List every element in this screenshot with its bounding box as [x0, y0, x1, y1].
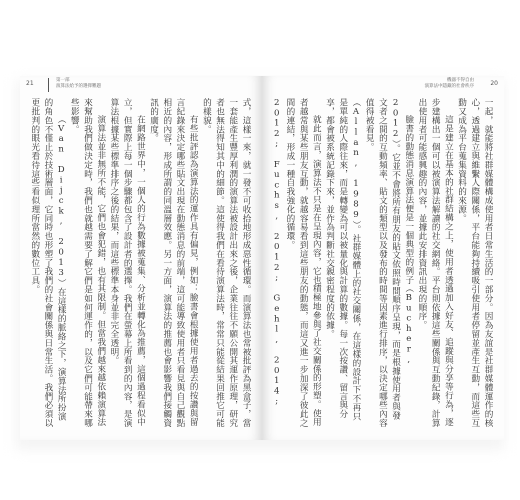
right-paragraph-1: 一起，就能將社群媒體構成使用者日常生活的一部分。因為友誼是社群媒體運作的核心，透過建立與維繫人際關係，平台能夠持續吸引使用者停留並產生互動，而這些互動又成為平台蒐集資料的來源。	[456, 98, 493, 428]
left-running-head	[56, 78, 101, 90]
right-paragraph-2: 這是建立在基本的社群結構之上，使用者透過加入好友、追蹤與分享等行為，逐步建構出一個可以被演算法解讀的社交網絡。平台則依據這些關係與互動紀錄，計算出使用者可能感興趣的內容，並據此安排資訊出現的順序。	[416, 98, 454, 428]
left-page-body	[30, 98, 252, 428]
left-paragraph-4: 演算法並非無所不能，它們也會犯錯，也有其限制。但當我們越來越依賴演算法來幫助我們做決定時，我們也就越需要了解它們是如何運作的，以及它們可能帶來哪些影響。	[69, 98, 106, 428]
right-page-number: 20	[490, 80, 498, 87]
right-paragraph-4: （Allan, 1989）。社群媒體上的社交關係，在這樣的設計下不再只是單純的人際往來，而是轉變為可以被量化與計算的數據。每一次按讚、留言與分享，都會被系統記錄下來，並作為判斷社交親密程度的依據。	[324, 98, 361, 421]
header-divider	[48, 78, 49, 92]
left-running-head-line-1: 第一部	[56, 78, 70, 83]
right-paragraph-5: 就此而言，演算法不只是在呈現內容，它也積極地參與了社交關係的形塑。使用者越常與某些朋友互動，就越容易看到這些朋友的動態，而這又進一步加深了彼此之間的連結，形成一種自我強化的循環。	[284, 98, 322, 428]
left-paragraph-2: 有些批評認為演算法的運作具有偏見，例如：臉書會根據使用者過去的按讚與留言紀錄來決定哪些貼文出現在動態消息的前端，這可能導致使用者只看見與自己觀點相近的內容，形成所謂的同溫層效應。另一方面，演算法的推薦也會影響我們接觸資訊的廣度。	[148, 98, 199, 428]
left-paragraph-5: （Van Dijck, 2013）在這樣的脈絡之下，演算法所扮演的角色不僅止於技術層面，它同時也形塑了我們的社會關係與日常生活。我們必須以更批判的眼光看待這些看似理所當然的數位工具。	[30, 98, 67, 428]
right-running-head-line-2: 演算法中隱藏的社會秩序	[424, 84, 474, 89]
left-paragraph-1: 式，這樣一來，就一發不可收拾地形成惡性循環。而演算法也常被批評為黑盒子，當一套能產生豐厚利潤的演算法被設計出來之後，企業往往不願公開其運作原理，研究者也無法得知其中的細節。這使得我們在看待演算法時，常常只能從結果回推它可能的樣貌。	[201, 98, 251, 428]
open-book	[20, 76, 504, 440]
right-running-head	[425, 78, 475, 90]
left-running-head-line-2: 演算法給予的選擇難題	[56, 84, 101, 89]
right-page-body	[272, 98, 494, 428]
right-running-head-line-1: 機器不得自由	[447, 78, 474, 83]
left-page-number: 21	[26, 80, 34, 87]
right-page	[262, 76, 504, 440]
left-page	[20, 76, 262, 440]
left-paragraph-3: 在網路世界中，一個人的行為數據被蒐集、分析並轉化為推薦，這個過程看似中立，但實際上每一個步驟都包含了設計者的選擇。我們在螢幕上所看到的內容，是演算法根據某些標準排序之後的結果，而這些標準本身並非完全透明。	[108, 98, 146, 428]
right-paragraph-6: 2012; Fuchs, 2012; Gehl, 2014;	[272, 98, 282, 407]
right-paragraph-3: 臉書的動態消息演算法便是一個典型的例子（Bucher, 2012）。它並不會將所有朋友的貼文依照時間順序呈現，而是根據使用者與發文者之間的互動頻率、貼文的類型以及發布的時間等因素進行排序，以決定哪些內容值得被看見。	[364, 98, 414, 428]
